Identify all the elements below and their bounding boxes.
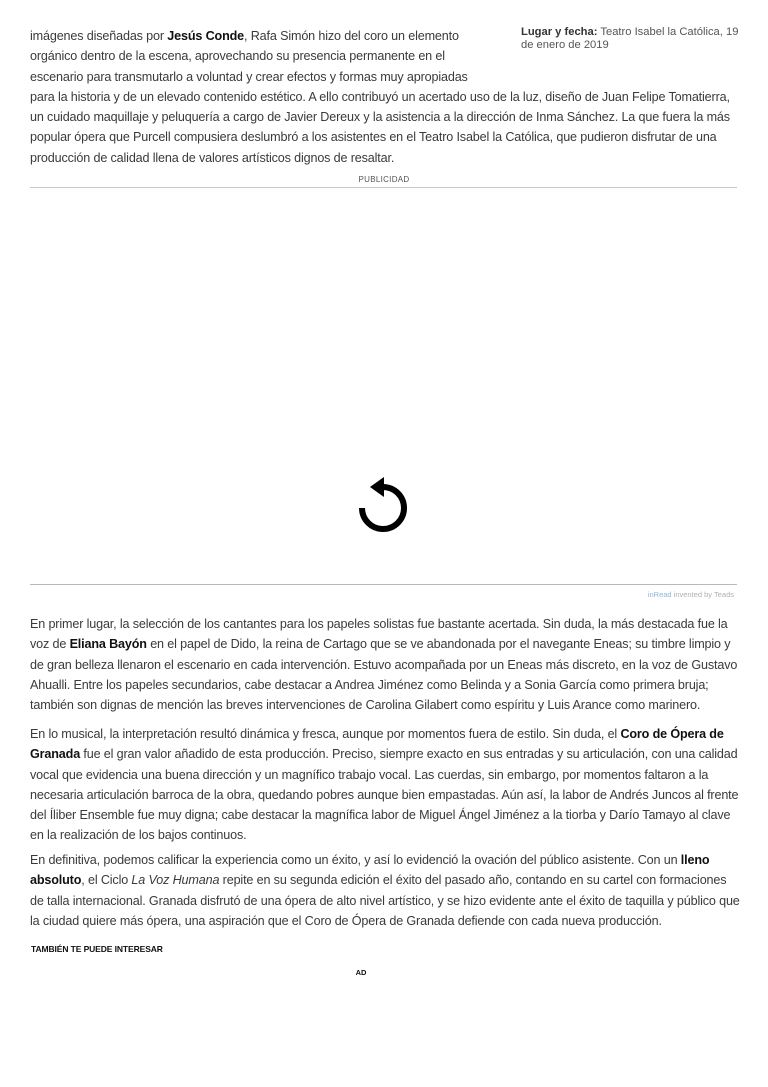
teads-credit-text: invented by Teads xyxy=(671,590,734,599)
replay-icon-svg xyxy=(348,473,418,543)
replay-icon[interactable] xyxy=(348,473,418,543)
p4-bold-phrase: lleno absoluto xyxy=(30,853,710,888)
article-paragraph-music xyxy=(30,724,740,846)
p3-bold-name: Coro de Ópera de Granada xyxy=(30,727,724,762)
event-info-label: Lugar y fecha: xyxy=(521,26,598,38)
advertising-label: PUBLICIDAD xyxy=(358,175,410,184)
p4-text-mid: , el Ciclo xyxy=(81,873,132,888)
intro-narrow-block xyxy=(30,26,480,87)
ad-tag: AD xyxy=(355,968,367,977)
p2-bold-name: Eliana Bayón xyxy=(69,637,147,652)
p2-text-start: En primer lugar, la selección de los cantantes para los papeles solistas fue bastante acertada. Sin duda, la más destacada fue la voz de xyxy=(30,617,728,652)
p4-text-start: En definitiva, podemos calificar la experiencia como un éxito, y así lo evidenció la ovación del público asistente. Con un xyxy=(30,853,681,867)
intro-continuation: para la historia y de un elevado contenido estético. A ello contribuyó un acertado uso de la luz, diseño de Juan Felipe Tomatierra, un cuidado maquillaje y peluquería a cargo de Javier Dereux y la asistencia a la dirección de Inma Sánchez. La que fuera la más popular ópera que Purcell compusiera deslumbró a los asistentes en el Teatro Isabel la Católica, que pudieron disfrutar de una producción de calidad llena de valores artísticos dignos de resaltar. xyxy=(30,89,730,165)
teads-brand[interactable]: inRead xyxy=(647,590,672,599)
p3-text-start: En lo musical, la interpretación resultó dinámica y fresca, aunque por momentos fuera de estilo. Sin duda, el xyxy=(30,727,621,741)
intro-text-start: imágenes diseñadas por xyxy=(30,29,168,43)
intro-text-rest: , Rafa Simón hizo del coro un elemento orgánico dentro de la escena, aprovechando su presencia permanente en el escenario para transmutarlo a voluntad y crear efectos y formas muy apropiadas xyxy=(30,29,468,84)
p4-italic-title: La Voz Humana xyxy=(131,873,220,888)
event-info-value: Teatro Isabel la Católica, 19 de enero de 2019 xyxy=(521,26,739,51)
p3-text-rest: fue el gran valor añadido de esta producción. Preciso, siempre exacto en sus entradas y su articulación, con una calidad vocal que evidencia una buena dirección y un magnífico trabajo vocal. Las cuerdas, sin embargo, por momentos faltaron a la necesaria articulación barroca de la obra, quedando pobres aunque bien empastadas. Aún así, la labor de Andrés Juncos al frente del Íliber Ensemble fue muy digna; cabe destacar la magnífica labor de Miguel Ángel Jiménez a la tiorba y Darío Tamayo al clave en la realización de los bajos continuos. xyxy=(30,747,739,843)
teads-credit[interactable] xyxy=(648,590,734,599)
ad-bottom-divider xyxy=(30,584,737,585)
event-info-box xyxy=(521,26,741,52)
related-content-heading: TAMBIÉN TE PUEDE INTERESAR xyxy=(31,944,163,954)
article-paragraph-conclusion xyxy=(30,850,740,931)
article-paragraph-singers xyxy=(30,614,740,715)
p4-text-rest: repite en su segunda edición el éxito del pasado año, contando en su cartel con formaciones de talla internacional. Granada disfrutó de una ópera de alto nivel artístico, y se hizo evidente ante el éxito de taquilla y público que la ciudad quiere más ópera, una aspiración que el Coro de Ópera de Granada defiende con cada nueva producción. xyxy=(30,873,740,928)
intro-bold-name: Jesús Conde xyxy=(167,29,245,43)
p2-text-rest: en el papel de Dido, la reina de Cartago que se ve abandonada por el navegante Eneas; su timbre limpio y de gran belleza llenaron el escenario en cada intervención. Estuvo acompañada por un Eneas más discreto, en la voz de Gustavo Ahualli. Entre los papeles secundarios, cabe destacar a Andrea Jiménez como Belinda y a Sonia García como primera bruja; también son dignas de mención las breves intervenciones de Carolina Gilabert como espíritu y Luis Arance como marinero. xyxy=(30,637,738,713)
